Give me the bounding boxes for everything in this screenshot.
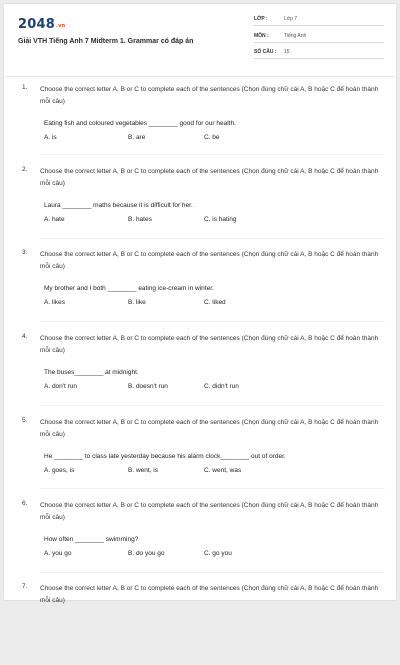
question-separator — [40, 405, 385, 406]
header-divider — [4, 76, 396, 77]
option-c[interactable]: C. went, was — [204, 467, 242, 474]
meta-value: Tiếng Anh — [284, 33, 307, 39]
page-title: Giải VTH Tiếng Anh 7 Midterm 1. Grammar có đáp án — [18, 38, 194, 45]
question-sentence: Eating fish and coloured vegetables ________ good for our health. — [44, 120, 236, 127]
question-instruction: Choose the correct letter A, B or C to complete each of the sentences (Chọn đúng chữ cái A, B hoặc C để hoàn thành mỗi câu) — [40, 335, 379, 354]
option-b[interactable]: B. are — [128, 134, 146, 141]
option-c[interactable]: C. is hating — [204, 216, 237, 223]
option-c[interactable]: C. liked — [204, 299, 226, 306]
question-sentence: My brother and I both ________ eating ice-cream in winter. — [44, 285, 214, 292]
logo-suffix: .vn — [55, 23, 66, 29]
option-a[interactable]: A. likes — [44, 299, 65, 306]
question-instruction: Choose the correct letter A, B or C to complete each of the sentences (Chọn đúng chữ cái A, B hoặc C để hoàn thành mỗi câu) — [40, 585, 379, 604]
document-header — [4, 4, 396, 74]
option-a[interactable]: A. goes, is — [44, 467, 75, 474]
question-instruction: Choose the correct letter A, B or C to complete each of the sentences (Chọn đúng chữ cái A, B hoặc C để hoàn thành mỗi câu) — [40, 251, 379, 270]
question-4 — [4, 333, 396, 415]
option-b[interactable]: B. hates — [128, 216, 152, 223]
option-a[interactable]: A. is — [44, 134, 57, 141]
question-number: 5. — [22, 417, 28, 424]
option-b[interactable]: B. do you go — [128, 550, 165, 557]
question-sentence: Laura ________ maths because it is difficult for her. — [44, 202, 193, 209]
question-number: 1. — [22, 84, 28, 91]
question-7 — [4, 583, 396, 665]
question-separator — [40, 238, 385, 239]
meta-value: 15 — [284, 49, 290, 55]
question-5 — [4, 417, 396, 499]
question-separator — [40, 321, 385, 322]
question-separator — [40, 154, 385, 155]
option-a[interactable]: A. you go — [44, 550, 72, 557]
question-2 — [4, 166, 396, 248]
meta-label: LỚP : — [254, 16, 268, 22]
option-b[interactable]: B. doesn't run — [128, 383, 168, 390]
meta-subject — [254, 31, 384, 43]
question-number: 7. — [22, 583, 28, 590]
question-sentence: He ________ to class late yesterday because his alarm clock________ out of order. — [44, 453, 286, 460]
question-separator — [40, 572, 385, 573]
option-b[interactable]: B. like — [128, 299, 146, 306]
option-b[interactable]: B. went, is — [128, 467, 158, 474]
option-a[interactable]: A. don't run — [44, 383, 78, 390]
meta-label: SỐ CÂU : — [254, 49, 277, 55]
document-page — [4, 4, 396, 604]
option-c[interactable]: C. go you — [204, 550, 232, 557]
meta-class — [254, 14, 384, 26]
question-instruction: Choose the correct letter A, B or C to complete each of the sentences (Chọn đúng chữ cái A, B hoặc C để hoàn thành mỗi câu) — [40, 419, 379, 438]
option-a[interactable]: A. hate — [44, 216, 65, 223]
question-instruction: Choose the correct letter A, B or C to complete each of the sentences (Chọn đúng chữ cái A, B hoặc C để hoàn thành mỗi câu) — [40, 502, 379, 521]
question-instruction: Choose the correct letter A, B or C to complete each of the sentences (Chọn đúng chữ cái A, B hoặc C để hoàn thành mỗi câu) — [40, 168, 379, 187]
question-number: 6. — [22, 500, 28, 507]
question-separator — [40, 488, 385, 489]
question-instruction: Choose the correct letter A, B or C to complete each of the sentences (Chọn đúng chữ cái A, B hoặc C để hoàn thành mỗi câu) — [40, 86, 379, 105]
option-c[interactable]: C. be — [204, 134, 220, 141]
question-sentence: How often ________ swimming? — [44, 536, 139, 543]
question-number: 2. — [22, 166, 28, 173]
question-6 — [4, 500, 396, 582]
question-number: 3. — [22, 249, 28, 256]
meta-count — [254, 47, 384, 59]
meta-value: Lớp 7 — [284, 16, 298, 22]
question-sentence: The buses________ at midnight. — [44, 369, 139, 376]
option-c[interactable]: C. didn't run — [204, 383, 239, 390]
question-3 — [4, 249, 396, 331]
site-logo[interactable]: 2048.vn — [18, 17, 66, 32]
question-number: 4. — [22, 333, 28, 340]
meta-label: MÔN : — [254, 33, 269, 39]
